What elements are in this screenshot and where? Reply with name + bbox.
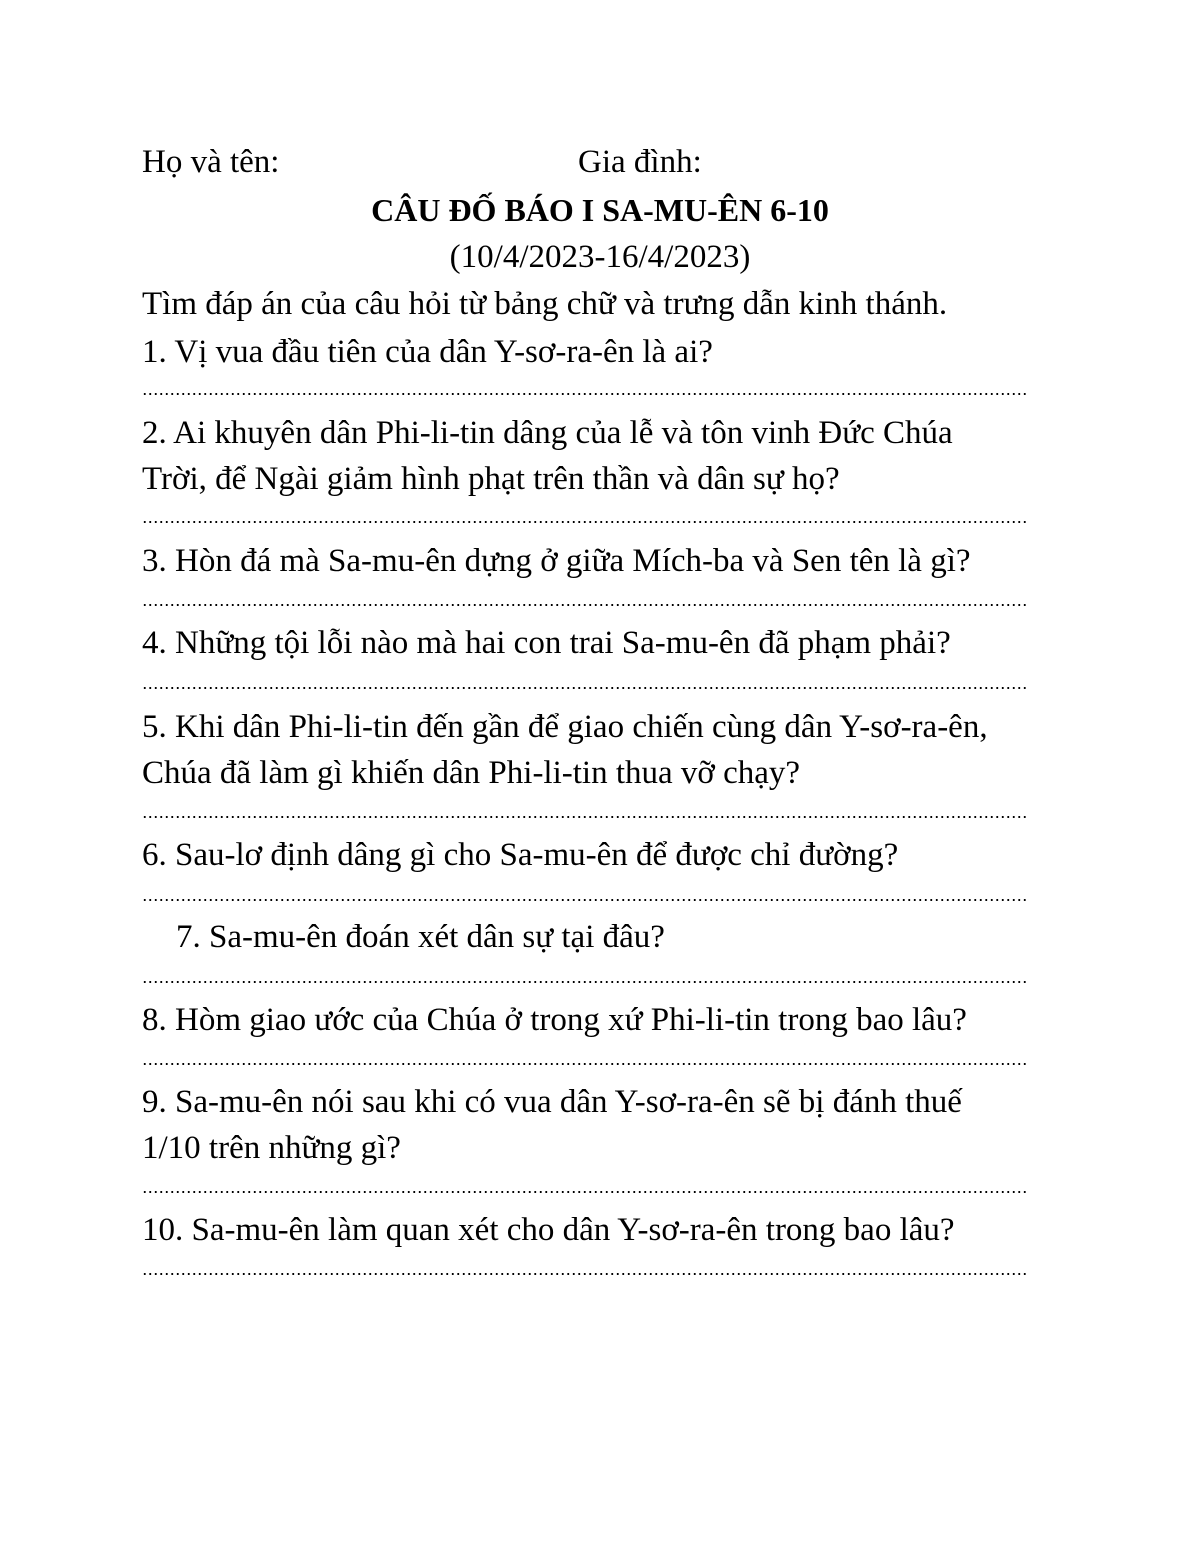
- question-2-line-1: 2. Ai khuyên dân Phi-li-tin dâng của lễ và tôn vinh Đức Chúa: [142, 415, 953, 451]
- page-title: CÂU ĐỐ BÁO I SA-MU-ÊN 6-10: [371, 192, 829, 228]
- answer-line-1: [142, 392, 1028, 396]
- answer-line-2: [142, 520, 1028, 524]
- question-10-line-1: 10. Sa-mu-ên làm quan xét cho dân Y-sơ-ra-ên trong bao lâu?: [142, 1212, 955, 1248]
- answer-line-10: [142, 1272, 1028, 1276]
- question-2-line-2: Trời, để Ngài giảm hình phạt trên thần và dân sự họ?: [142, 461, 840, 497]
- instructions: Tìm đáp án của câu hỏi từ bảng chữ và trưng dẫn kinh thánh.: [142, 286, 948, 322]
- answer-line-9: [142, 1190, 1028, 1194]
- date-range: (10/4/2023-16/4/2023): [449, 239, 751, 275]
- question-1-line-1: 1. Vị vua đầu tiên của dân Y-sơ-ra-ên là ai?: [142, 334, 713, 370]
- question-6-line-1: 6. Sau-lơ định dâng gì cho Sa-mu-ên để được chỉ đường?: [142, 837, 899, 873]
- question-3-line-1: 3. Hòn đá mà Sa-mu-ên dựng ở giữa Mích-ba và Sen tên là gì?: [142, 543, 971, 579]
- name-label: Họ và tên:: [142, 144, 280, 180]
- answer-line-7: [142, 980, 1028, 984]
- answer-line-4: [142, 686, 1028, 690]
- question-5-line-2: Chúa đã làm gì khiến dân Phi-li-tin thua vỡ chạy?: [142, 755, 801, 791]
- answer-line-5: [142, 815, 1028, 819]
- answer-line-3: [142, 603, 1028, 607]
- answer-line-6: [142, 898, 1028, 902]
- family-label: Gia đình:: [578, 144, 702, 180]
- question-4-line-1: 4. Những tội lỗi nào mà hai con trai Sa-mu-ên đã phạm phải?: [142, 625, 951, 661]
- question-7-line-1: 7. Sa-mu-ên đoán xét dân sự tại đâu?: [176, 919, 665, 955]
- question-9-line-1: 9. Sa-mu-ên nói sau khi có vua dân Y-sơ-ra-ên sẽ bị đánh thuế: [142, 1084, 962, 1120]
- answer-line-8: [142, 1062, 1028, 1066]
- question-8-line-1: 8. Hòm giao ước của Chúa ở trong xứ Phi-li-tin trong bao lâu?: [142, 1002, 967, 1038]
- question-5-line-1: 5. Khi dân Phi-li-tin đến gần để giao chiến cùng dân Y-sơ-ra-ên,: [142, 709, 988, 745]
- question-9-line-2: 1/10 trên những gì?: [142, 1130, 401, 1166]
